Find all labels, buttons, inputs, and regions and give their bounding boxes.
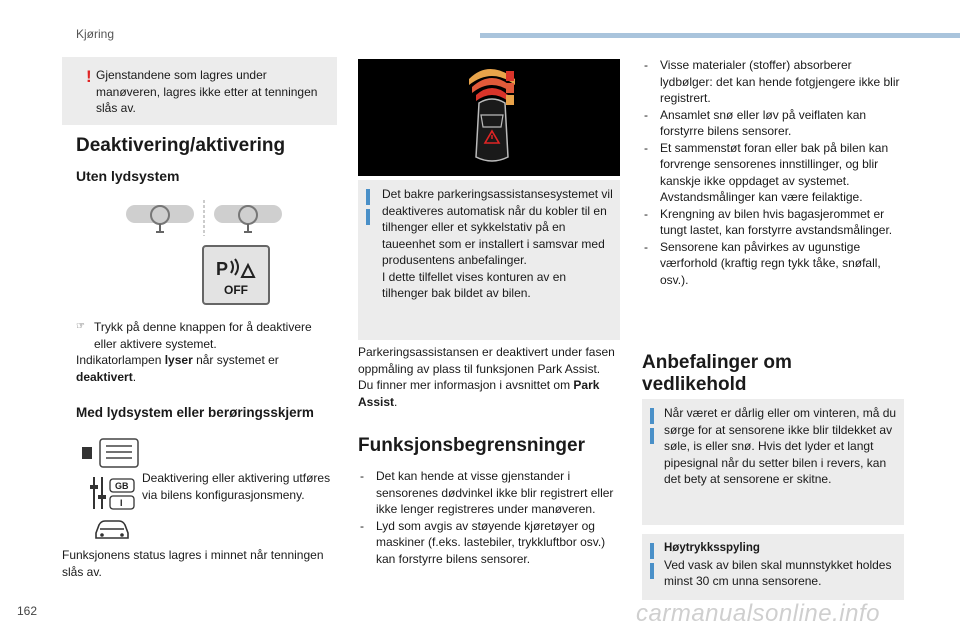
pressure-wash-title: Høytrykksspyling (664, 542, 760, 554)
park-assist-deactivated-text: Parkeringsassistansen er deaktivert under fasen oppmåling av plass til funksjonen Park Assist. (358, 345, 615, 376)
settings-flags-icon (90, 475, 138, 511)
period-text: . (394, 394, 398, 409)
info-marker-icon (650, 543, 654, 559)
info-trailer-text: Det bakre parkeringsassistansesystemet vil deaktiveres automatisk når du kobler til en tilhenger eller et sykkelstativ på en taueenhet som er installert i samsvar med produsentens anbefalinger. (382, 187, 613, 267)
info-marker-icon (366, 209, 370, 225)
info-marker-icon (650, 428, 654, 444)
off-label: OFF (224, 283, 248, 297)
steering-wheel-illustration (124, 200, 284, 240)
list-item: - Visse materialer (stoffer) absorberer lydbølger: det kan hende fotgjengere ikke blir registrert. (644, 57, 906, 107)
svg-text:P: P (216, 259, 229, 279)
car-sensor-icon (358, 59, 620, 176)
info-trailer-outline-text: I dette tilfellet vises konturen av en tilhenger bak bildet av bilen. (382, 269, 567, 300)
section-title: Kjøring (76, 27, 115, 41)
info-box-trailer (358, 180, 620, 340)
park-sensor-icon (214, 255, 258, 281)
heading-maintenance-line2: vedlikehold (642, 374, 747, 395)
gb-flag-label: GB (115, 481, 129, 491)
subheading-no-audio: Uten lydsystem (76, 168, 180, 184)
bullet-arrow-icon: ☞ (76, 321, 85, 332)
list-item: - Lyd som avgis av støyende kjøretøyer og maskiner (f.eks. lastebiler, trykkluftbor osv.) kan forstyrre bilens sensorer. (360, 518, 618, 568)
indicator-text-pre: Indikatorlampen (76, 353, 165, 367)
park-assist-link-text: Park Assist (358, 378, 600, 409)
info-marker-icon (650, 563, 654, 579)
park-assist-off-button[interactable] (202, 245, 270, 305)
menu-instruction: Deaktivering eller aktivering utføres via bilens konfigurasjonsmeny. (142, 471, 331, 502)
car-settings-icon (92, 515, 132, 541)
indicator-bold-lyser: lyser (164, 353, 193, 367)
pressure-wash-text: Ved vask av bilen skal munnstykket holdes minst 30 cm unna sensorene. (664, 557, 892, 588)
info-marker-icon (650, 408, 654, 424)
list-item: - Krengning av bilen hvis bagasjerommet er tungt lastet, kan forstyrre avstandsmålinger. (644, 206, 906, 239)
more-info-text: Du finner mer informasjon i avsnittet om (358, 378, 574, 392)
limitations-list-continued (644, 57, 906, 288)
watermark: carmanualsonline.info (636, 600, 880, 627)
list-item: - Sensorene kan påvirkes av ugunstige værforhold (kraftig regn tykk tåke, snøfall, osv.). (644, 239, 906, 289)
warning-box (62, 57, 337, 125)
page-number: 162 (17, 604, 38, 618)
warning-text: Gjenstandene som lagres under manøveren, lagres ikke etter at tenningen slås av. (96, 68, 318, 115)
heading-limitations: Funksjonsbegrensninger (358, 435, 585, 456)
list-item: - Ansamlet snø eller løv på veiflaten kan forstyrre bilens sensorer. (644, 107, 906, 140)
limitations-list (360, 468, 618, 567)
indicator-text-mid: når systemet er (192, 353, 279, 367)
indicator-bold-deaktivert: deaktivert (76, 369, 133, 384)
indicator-text-end: . (132, 369, 137, 384)
rear-sensor-display (358, 59, 620, 176)
list-item: - Et sammenstøt foran eller bak på bilen kan forvrenge sensorenes innstillinger, og blir kanskje ikke oppdaget av systemet. Avstandsmålinger kan være feilaktige. (644, 140, 906, 206)
list-item: - Det kan hende at visse gjenstander i sensorenes dødvinkel ikke blir registrert eller ikke lenger registreres under manøveren. (360, 468, 618, 518)
bullet-text: Trykk på denne knappen for å deaktivere eller aktivere systemet. (94, 320, 312, 351)
exclamation-icon: ! (86, 67, 92, 86)
press-button-instruction (76, 319, 336, 385)
header-accent-bar (480, 33, 960, 38)
heading-maintenance-line1: Anbefalinger om (642, 352, 792, 373)
i-flag-label: I (120, 498, 123, 508)
info-winter-text: Når været er dårlig eller om vinteren, må du sørge for at sensorene ikke blir tildekket av søle, is eller snø. Hvis det lyder et langt pipesignal når du setter bilen i revers, kan det bety at sensorene er skitne. (664, 406, 897, 486)
screen-menu-icon (80, 437, 142, 469)
info-box-winter (642, 399, 904, 525)
info-marker-icon (366, 189, 370, 205)
info-box-pressure-wash (642, 534, 904, 600)
park-assist-paragraph (358, 344, 620, 410)
subheading-with-audio: Med lydsystem eller berøringsskjerm (76, 405, 314, 420)
status-memory-text: Funksjonens status lagres i minnet når tenningen slås av. (62, 548, 324, 579)
column-left (62, 57, 337, 579)
heading-deactivation: Deaktivering/aktivering (76, 135, 286, 156)
heading-maintenance (642, 352, 904, 396)
